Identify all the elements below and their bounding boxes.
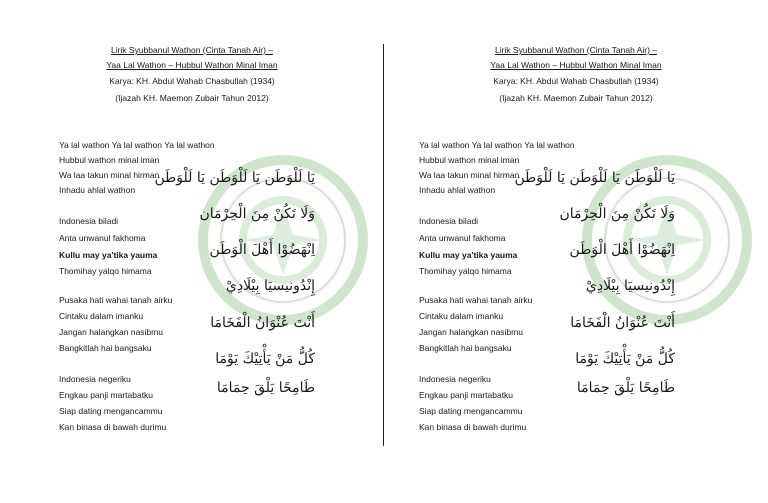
arabic-line: وَلَا تَكُنْ مِنَ الْحِرْمَان xyxy=(199,206,315,222)
arabic-line: طَامِحًا يَلْقَ حِمَامَا xyxy=(576,380,675,396)
arabic-line: وَلَا تَكُنْ مِنَ الْحِرْمَان xyxy=(559,206,675,222)
title-line-1: Lirik Syubbanul Wathon (Cinta Tanah Air) – xyxy=(110,45,274,55)
lyric-line: Wa laa takun minal hirman xyxy=(59,170,160,180)
title-line-2: Yaa Lal Wathon – Hubbul Wathon Minal Iman xyxy=(490,60,662,70)
lyric-line: Anta unwanul fakhoma xyxy=(59,233,146,243)
lyric-line: Engkau panji martabatku xyxy=(419,390,514,400)
arabic-line: يَا لَلْوَطَن يَا لَلْوَطَن يَا لَلْوَطَن xyxy=(514,170,675,186)
author-line: Karya: KH. Abdul Wahab Chasbullah (1934) xyxy=(493,76,659,86)
title-line-2: Yaa Lal Wathon – Hubbul Wathon Minal Iman xyxy=(106,60,278,70)
lyric-line: Pusaka hati wahai tanah airku xyxy=(419,295,533,305)
lyric-line: Bangkitlah hai bangsaku xyxy=(419,343,512,353)
lyric-line: Kan binasa di bawah durimu xyxy=(419,422,527,432)
lyric-line: Indonesia biladi xyxy=(59,216,119,226)
lyric-line: Kullu may ya'tika yauma xyxy=(59,250,158,260)
arabic-line: إِنْدُونيسيَا بِيْلَادِيْ xyxy=(585,278,675,294)
lyric-line: Siap dating mengancammu xyxy=(419,406,523,416)
lyric-line: Kullu may ya'tika yauma xyxy=(419,250,518,260)
arabic-line: أَنْتَ عُنْوَانُ الْفَخَامَا xyxy=(210,315,315,331)
lyric-line: Kan binasa di bawah durimu xyxy=(59,422,167,432)
lyric-line: Jangan halangkan nasibmu xyxy=(59,327,163,337)
lyric-line: Thomihay yalqo himama xyxy=(59,266,152,276)
arabic-line: أَنْتَ عُنْوَانُ الْفَخَامَا xyxy=(570,315,675,331)
ijazah-line: (Ijazah KH. Maemon Zubair Tahun 2012) xyxy=(499,93,653,103)
lyric-line: Hubbul wathon minal iman xyxy=(59,155,160,165)
lyric-line: Inhadu ahlal wathon xyxy=(59,185,136,195)
lyric-line: Indonesia negeriku xyxy=(419,374,491,384)
lyric-line: Bangkitlah hai bangsaku xyxy=(59,343,152,353)
arabic-line: اِنْهَضُوْا أَهْلَ الْوَطَن xyxy=(209,242,315,258)
document-page-right xyxy=(384,0,768,503)
lyric-line: Indonesia biladi xyxy=(419,216,479,226)
lyric-line: Inhadu ahlal wathon xyxy=(419,185,496,195)
arabic-line: كُلُّ مَنْ يَأْتِيْكَ يَوْمَا xyxy=(215,351,315,367)
lyric-line: Indonesia negeriku xyxy=(59,374,131,384)
arabic-line: إِنْدُونيسيَا بِيْلَادِيْ xyxy=(225,278,315,294)
title-line-1: Lirik Syubbanul Wathon (Cinta Tanah Air) – xyxy=(494,45,658,55)
lyric-line: Siap dating mengancammu xyxy=(59,406,163,416)
lyric-line: Engkau panji martabatku xyxy=(59,390,154,400)
arabic-line: يَا لَلْوَطَن يَا لَلْوَطَن يَا لَلْوَطَن xyxy=(154,170,315,186)
lyric-line: Ya lal wathon Ya lal wathon Ya lal wathon xyxy=(59,140,215,150)
lyric-line: Wa laa takun minal hirman xyxy=(419,170,520,180)
lyric-line: Pusaka hati wahai tanah airku xyxy=(59,295,173,305)
author-line: Karya: KH. Abdul Wahab Chasbullah (1934) xyxy=(109,76,275,86)
arabic-line: كُلُّ مَنْ يَأْتِيْكَ يَوْمَا xyxy=(575,351,675,367)
lyric-line: Thomihay yalqo himama xyxy=(419,266,512,276)
arabic-line: طَامِحًا يَلْقَ حِمَامَا xyxy=(216,380,315,396)
arabic-line: اِنْهَضُوْا أَهْلَ الْوَطَن xyxy=(569,242,675,258)
lyric-line: Jangan halangkan nasibmu xyxy=(419,327,523,337)
lyric-line: Cintaku dalam imanku xyxy=(419,311,504,321)
lyric-line: Hubbul wathon minal iman xyxy=(419,155,520,165)
lyric-line: Anta unwanul fakhoma xyxy=(419,233,506,243)
ijazah-line: (Ijazah KH. Maemon Zubair Tahun 2012) xyxy=(115,93,269,103)
lyric-line: Cintaku dalam imanku xyxy=(59,311,144,321)
lyric-line: Ya lal wathon Ya lal wathon Ya lal wathon xyxy=(419,140,575,150)
